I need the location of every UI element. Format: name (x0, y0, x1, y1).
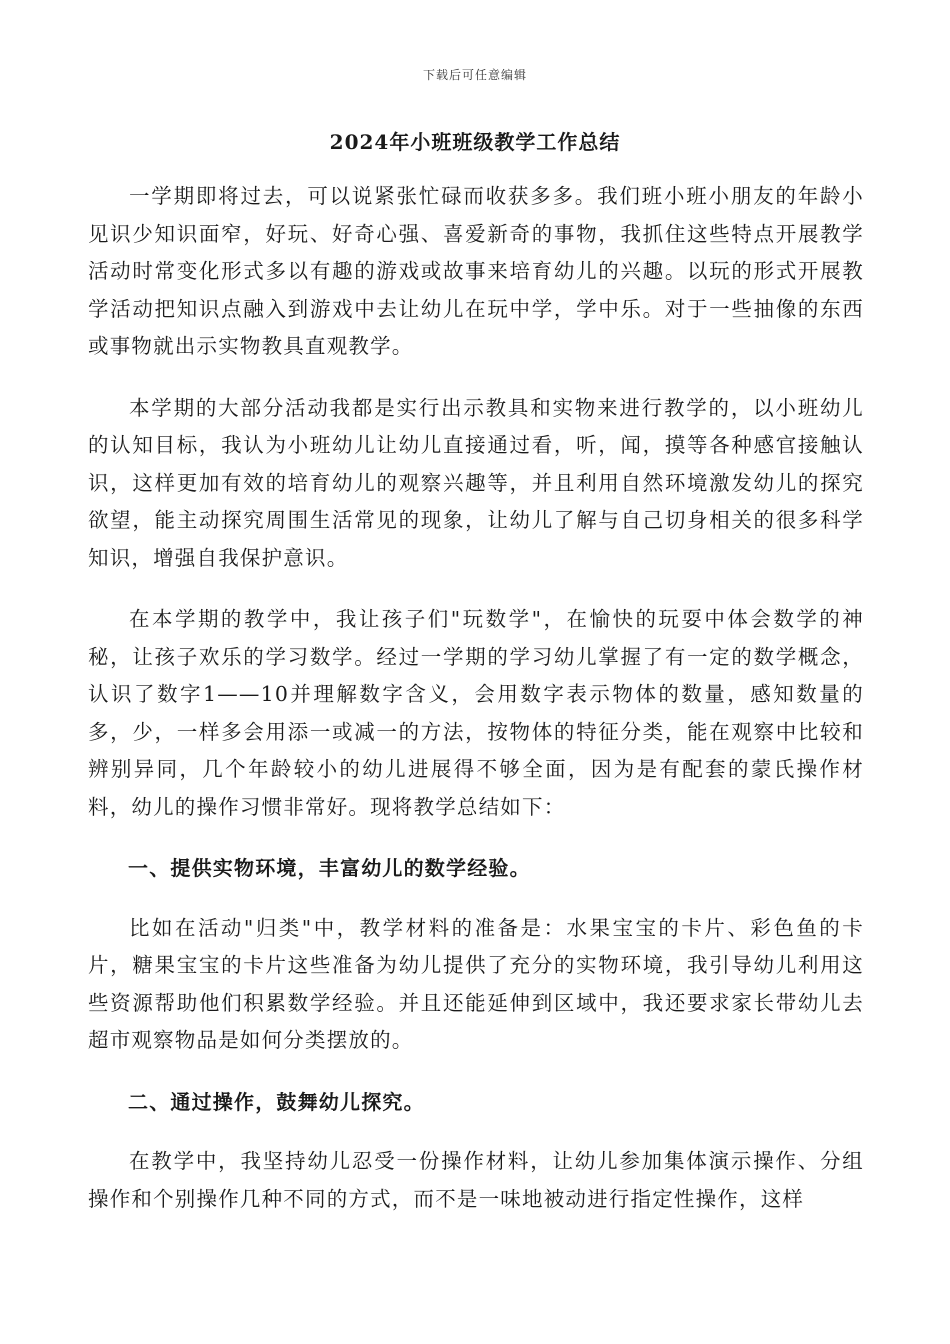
section-text-2: 在教学中，我坚持幼儿忍受一份操作材料，让幼儿参加集体演示操作、分组操作和个别操作几种不同的方式，而不是一味地被动进行指定性操作，这样 (88, 1149, 864, 1211)
paragraph-intro: 一学期即将过去，可以说紧张忙碌而收获多多。我们班小班小朋友的年龄小见识少知识面窄，好玩、好奇心强、喜爱新奇的事物，我抓住这些特点开展教学活动时常变化形式多以有趣的游戏或故事来培育幼儿的兴趣。以玩的形式开展教学活动把知识点融入到游戏中去让幼儿在玩中学，学中乐。对于一些抽像的东西或事物就出示实物教具直观教学。 (88, 184, 864, 358)
header-note: 下载后可任意编辑 (422, 68, 527, 82)
paragraph-math: 在本学期的教学中，我让孩子们"玩数学"，在愉快的玩耍中体会数学的神秘，让孩子欢乐的学习数学。经过一学期的学习幼儿掌握了有一定的数学概念，认识了数字1——10并理解数字含义，会用数字表示物体的数量，感知数量的多，少，一样多会用添一或减一的方法，按物体的特征分类，能在观察中比较和辨别异同，几个年龄较小的幼儿进展得不够全面，因为是有配套的蒙氏操作材料，幼儿的操作习惯非常好。现将教学总结如下： (88, 607, 864, 819)
document-title: 2024年小班班级教学工作总结 (329, 130, 621, 154)
section-text-1: 比如在活动"归类"中，教学材料的准备是：水果宝宝的卡片、彩色鱼的卡片，糖果宝宝的卡片这些准备为幼儿提供了充分的实物环境，我引导幼儿利用这些资源帮助他们积累数学经验。并且还能延伸到区域中，我还要求家长带幼儿去超市观察物品是如何分类摆放的。 (88, 915, 864, 1052)
section-heading-1: 一、提供实物环境，丰富幼儿的数学经验。 (128, 856, 531, 880)
section-heading-2: 二、通过操作，鼓舞幼儿探究。 (128, 1089, 425, 1114)
paragraph-activities: 本学期的大部分活动我都是实行出示教具和实物来进行教学的，以小班幼儿的认知目标，我认为小班幼儿让幼儿直接通过看，听，闻，摸等各种感官接触认识，这样更加有效的培育幼儿的观察兴趣等，并且利用自然环境激发幼儿的探究欲望，能主动探究周围生活常见的现象，让幼儿了解与自己切身相关的很多科学知识，增强自我保护意识。 (88, 395, 864, 570)
document-body (88, 178, 864, 1242)
